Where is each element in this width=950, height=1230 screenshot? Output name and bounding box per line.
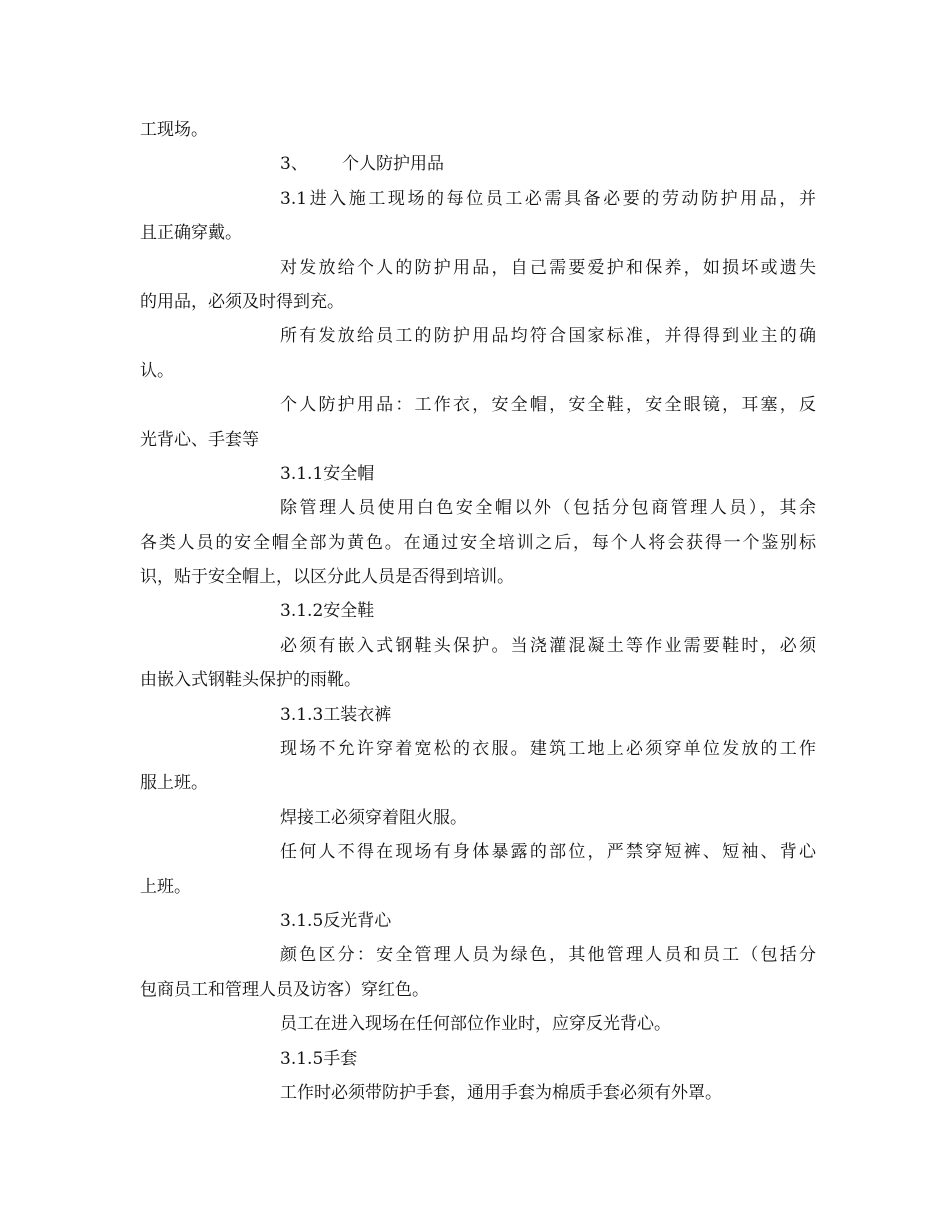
subsection-heading: 3.1.5反光背心	[280, 910, 392, 931]
text-line: 工现场。	[140, 120, 208, 140]
text-line: 现场不允许穿着宽松的衣服。建筑工地上必须穿单位发放的工作	[280, 739, 816, 760]
subsection-heading: 3.1.3工装衣裤	[280, 704, 392, 725]
text-line: 光背心、手套等	[140, 429, 259, 450]
text-line: 认。	[140, 360, 174, 381]
text-line: 焊接工必须穿着阻火服。	[280, 807, 467, 828]
subsection-heading: 3.1.2安全鞋	[280, 601, 375, 622]
section-heading	[140, 147, 816, 181]
text-line: 3.1进入施工现场的每位员工必需具备必要的劳动防护用品，并	[280, 188, 816, 209]
text-line: 识，贴于安全帽上，以区分此人员是否得到培训。	[140, 567, 514, 588]
subsection-heading: 3.1.5手套	[280, 1048, 358, 1069]
text-line: 各类人员的安全帽全部为黄色。在通过安全培训之后，每个人将会获得一个鉴别标	[140, 532, 816, 553]
text-line: 所有发放给员工的防护用品均符合国家标准，并得得到业主的确	[280, 326, 816, 347]
text-line: 任何人不得在现场有身体暴露的部位，严禁穿短裤、短袖、背心	[280, 842, 816, 863]
text-line: 且正确穿戴。	[140, 223, 242, 244]
text-line: 的用品，必须及时得到充。	[140, 291, 344, 312]
text-line: 除管理人员使用白色安全帽以外（包括分包商管理人员），其余	[280, 498, 816, 519]
text-line: 上班。	[140, 876, 191, 897]
text-line: 由嵌入式钢鞋头保护的雨靴。	[140, 670, 361, 691]
text-line: 个人防护用品：工作衣，安全帽，安全鞋，安全眼镜，耳塞，反	[280, 395, 816, 416]
subsection-heading: 3.1.1安全帽	[280, 463, 375, 484]
text-line: 服上班。	[140, 773, 208, 794]
text-line: 必须有嵌入式钢鞋头保护。当浇灌混凝土等作业需要鞋时，必须	[280, 635, 816, 656]
section-title: 个人防护用品	[342, 154, 444, 175]
document-page	[140, 113, 816, 1110]
section-number: 3、	[280, 154, 308, 175]
text-line: 包商员工和管理人员及访客）穿红色。	[140, 979, 429, 1000]
text-line: 对发放给个人的防护用品，自己需要爱护和保养，如损坏或遗失	[280, 257, 816, 278]
text-line: 颜色区分：安全管理人员为绿色，其他管理人员和员工（包括分	[280, 945, 816, 966]
text-line: 员工在进入现场在任何部位作业时，应穿反光背心。	[280, 1014, 671, 1035]
text-line: 工作时必须带防护手套，通用手套为棉质手套必须有外罩。	[280, 1082, 722, 1103]
